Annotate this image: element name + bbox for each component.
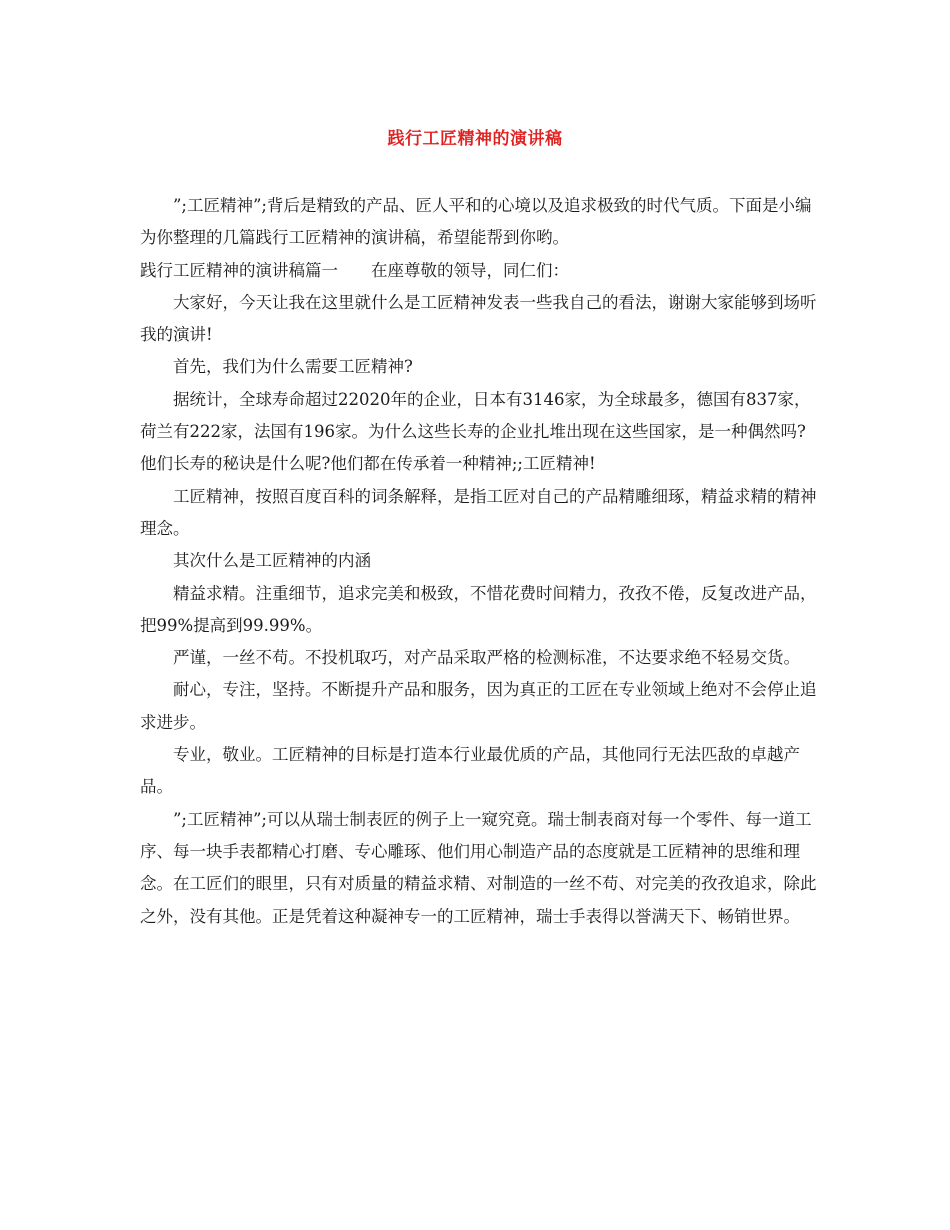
paragraph: 耐心，专注，坚持。不断提升产品和服务，因为真正的工匠在专业领域上绝对不会停止追求进步。 xyxy=(140,680,817,732)
paragraph: 严谨，一丝不苟。不投机取巧，对产品采取严格的检测标准，不达要求绝不轻易交货。 xyxy=(173,648,800,668)
paragraph: 工匠精神，按照百度百科的词条解释，是指工匠对自己的产品精雕细琢，精益求精的精神理念。 xyxy=(140,486,817,538)
document-body xyxy=(140,190,820,933)
paragraph: ”;工匠精神”;背后是精致的产品、匠人平和的心境以及追求极致的时代气质。下面是小编为你整理的几篇践行工匠精神的演讲稿，希望能帮到你哟。 xyxy=(140,196,812,248)
paragraph: 精益求精。注重细节，追求完美和极致，不惜花费时间精力，孜孜不倦，反复改进产品，把99%提高到99.99%。 xyxy=(140,583,817,635)
paragraph: ”;工匠精神”;可以从瑞士制表匠的例子上一窥究竟。瑞士制表商对每一个零件、每一道工序、每一块手表都精心打磨、专心雕琢、他们用心制造产品的态度就是工匠精神的思维和理念。在工匠们的眼里，只有对质量的精益求精、对制造的一丝不苟、对完美的孜孜追求，除此之外，没有其他。正是凭着这种凝神专一的工匠精神，瑞士手表得以誉满天下、畅销世界。 xyxy=(140,809,817,926)
document-title: 践行工匠精神的演讲稿 xyxy=(387,129,563,149)
paragraph: 据统计，全球寿命超过22020年的企业，日本有3146家，为全球最多，德国有837家，荷兰有222家，法国有196家。为什么这些长寿的企业扎堆出现在这些国家，是一种偶然吗?他们长寿的秘诀是什么呢?他们都在传承着一种精神;;工匠精神! xyxy=(140,389,811,474)
paragraph: 首先，我们为什么需要工匠精神? xyxy=(173,357,413,377)
paragraph: 践行工匠精神的演讲稿篇一 在座尊敬的领导，同仁们： xyxy=(140,260,569,280)
paragraph: 其次什么是工匠精神的内涵 xyxy=(173,551,371,571)
paragraph: 专业，敬业。工匠精神的目标是打造本行业最优质的产品，其他同行无法匹敌的卓越产品。 xyxy=(140,745,800,797)
paragraph: 大家好，今天让我在这里就什么是工匠精神发表一些我自己的看法，谢谢大家能够到场听我的演讲! xyxy=(140,292,817,345)
